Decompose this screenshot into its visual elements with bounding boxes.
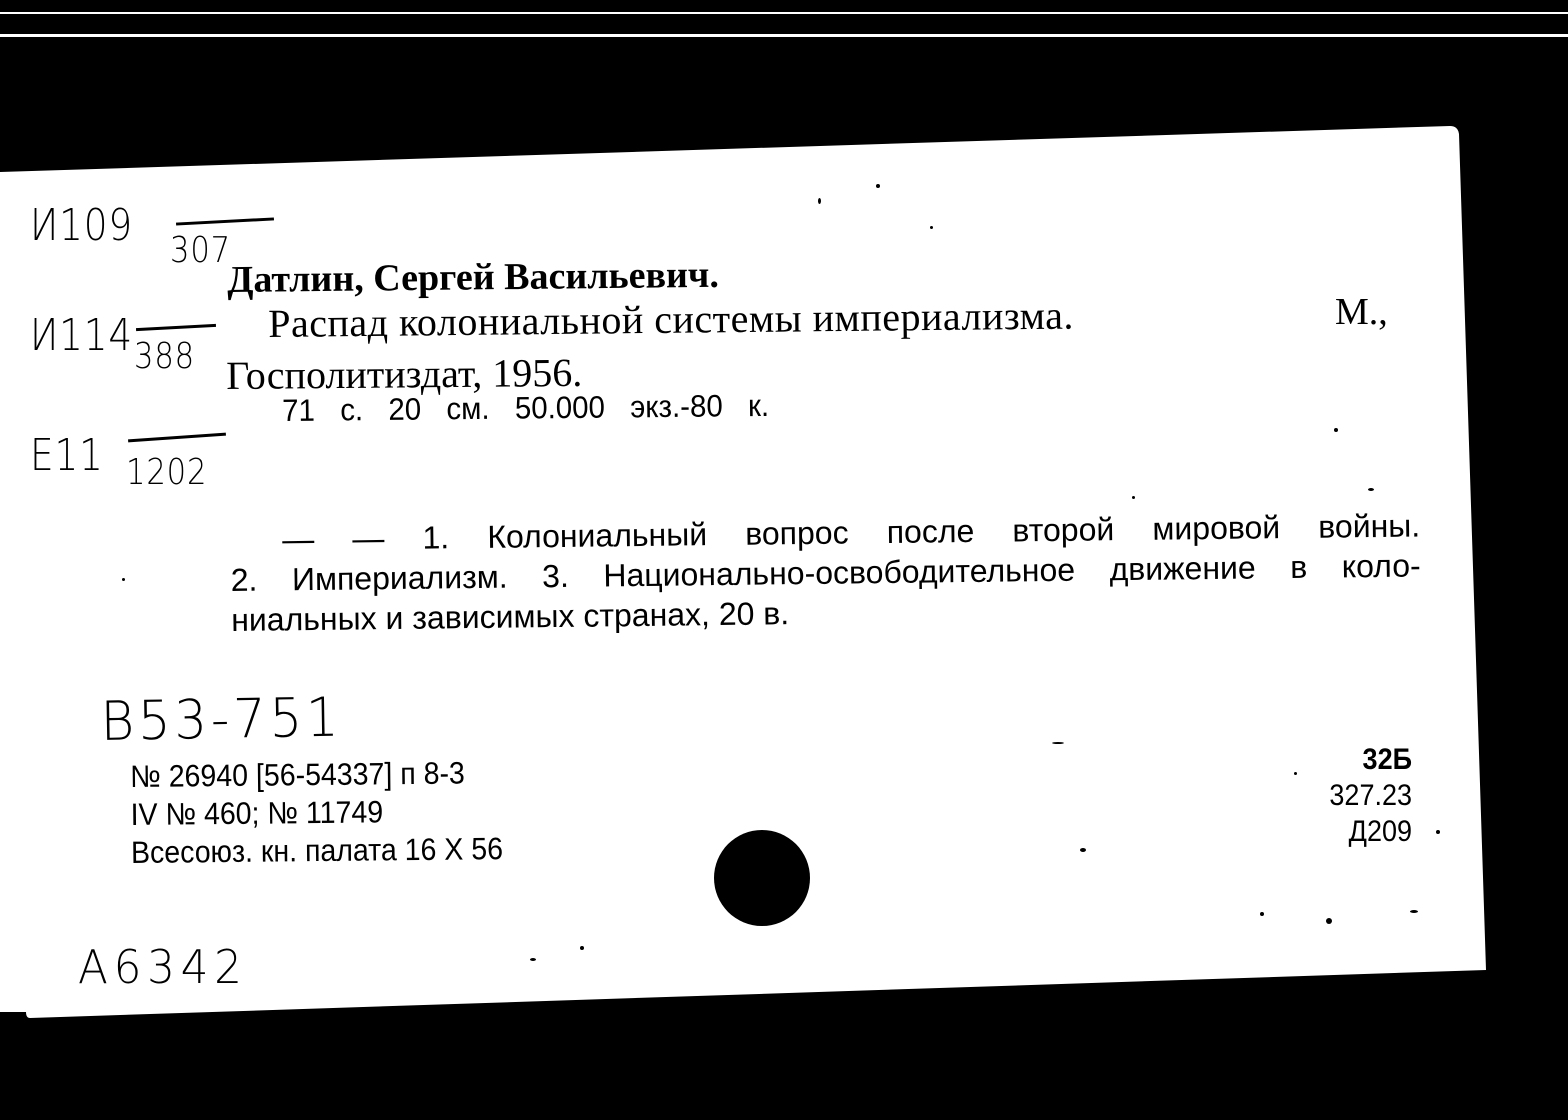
imprint-line: Всесоюз. кн. палата 16 X 56 [130,831,504,870]
imprint-line: № 26940 [56-54337] п 8-3 [130,755,466,794]
classification-code: 32Б [1362,743,1412,776]
shelf-mark-prefix: И109 [30,200,134,251]
classification-code: Д209 [1348,815,1412,848]
scan-speck [1326,918,1332,924]
book-title: Распад колониальной системы империализма. [268,292,1075,346]
publisher-year: Госполитиздат, 1956. [226,349,583,398]
scan-speck [876,184,880,188]
scan-speck [930,226,933,229]
shelf-mark-1 [30,200,240,270]
classification-codes [1311,742,1412,850]
physical-description: 71 с. 20 см. 50.000 экз.-80 к. [282,387,770,428]
subject-line: ниальных и зависимых странах, 20 в. [231,595,790,638]
author-heading: Датлин, Сергей Васильевич. [227,253,720,301]
card-punch-hole [714,830,810,926]
subject-line: — — 1. Колониальный вопрос после второй мировой войны. [282,507,1421,558]
scan-speck [1052,742,1064,744]
shelf-mark-prefix: И114 [30,310,134,361]
shelf-mark-bar [128,433,226,443]
shelf-mark-3 [30,430,240,500]
scan-speck [1080,848,1086,852]
scan-speck [1334,428,1338,432]
scan-speck [818,198,821,204]
classification-code: 327.23 [1329,779,1412,812]
shelf-mark-number: 1202 [126,452,208,493]
shelf-mark-number: 307 [170,230,231,271]
shelf-mark-bar [136,324,216,331]
handwritten-inventory-number: В53-751 [100,685,343,753]
scan-speck [530,958,536,961]
shelf-mark-2 [30,310,240,380]
handwritten-accession-number: А6342 [78,940,248,994]
subject-line: 2. Империализм. 3. Национально-освободительное движение в коло- [230,547,1421,598]
imprint-line: IV № 460; № 11749 [130,794,384,832]
subject-headings [230,505,1421,640]
scan-speck [580,946,584,950]
scan-speck [1410,910,1418,913]
imprint-block [130,754,503,872]
shelf-mark-number: 388 [134,336,195,377]
scan-speck [1294,772,1297,775]
scan-speck [1260,912,1264,916]
scan-speck [1436,830,1440,834]
scan-speck [1132,496,1135,499]
scan-speck [122,578,125,581]
shelf-mark-prefix: Е11 [30,430,104,481]
scan-speck [1368,488,1374,491]
publication-place: М., [1335,291,1388,333]
